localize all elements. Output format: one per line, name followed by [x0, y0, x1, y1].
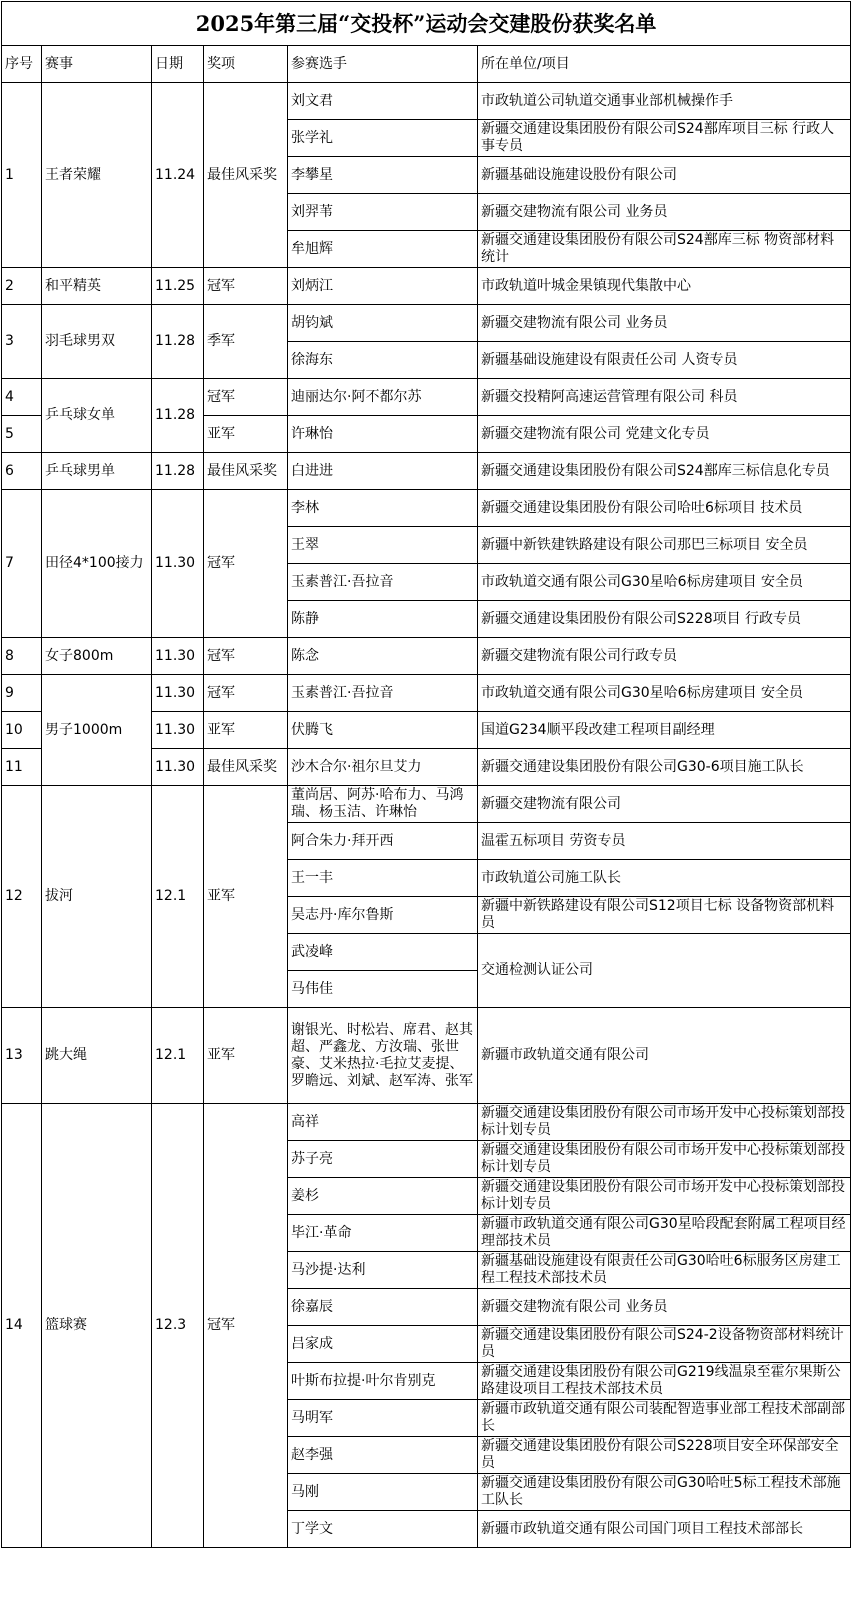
cell-unit: 新疆中新铁建铁路建设有限公司那巴三标项目 安全员	[478, 527, 851, 564]
cell-event: 拔河	[42, 786, 152, 1008]
cell-award: 亚军	[204, 712, 288, 749]
award-table	[1, 1, 851, 1548]
table-row	[2, 675, 851, 712]
cell-unit: 新疆交通建设集团股份有限公司S24-2设备物资部材料统计员	[478, 1326, 851, 1363]
cell-award: 冠军	[204, 1104, 288, 1548]
header-award: 奖项	[204, 46, 288, 83]
cell-award: 冠军	[204, 268, 288, 305]
cell-athlete: 刘羿苇	[288, 194, 478, 231]
cell-unit: 新疆交通建设集团股份有限公司市场开发中心投标策划部投标计划专员	[478, 1141, 851, 1178]
cell-athlete: 谢银光、时松岩、席君、赵其超、严鑫龙、方汝瑞、张世豪、艾米热拉·毛拉艾麦提、罗瞻远、刘斌、赵军涛、张军	[288, 1008, 478, 1104]
cell-award: 最佳风采奖	[204, 453, 288, 490]
cell-no: 11	[2, 749, 42, 786]
cell-event: 女子800m	[42, 638, 152, 675]
cell-athlete: 马伟佳	[288, 971, 478, 1008]
table-row	[2, 1104, 851, 1141]
cell-athlete: 徐嘉辰	[288, 1289, 478, 1326]
cell-no: 2	[2, 268, 42, 305]
cell-unit: 新疆市政轨道交通有限公司G30星哈段配套附属工程项目经理部技术员	[478, 1215, 851, 1252]
cell-unit: 新疆交建物流有限公司 党建文化专员	[478, 416, 851, 453]
cell-athlete: 玉素普江·吾拉音	[288, 564, 478, 601]
cell-athlete: 姜杉	[288, 1178, 478, 1215]
cell-no: 8	[2, 638, 42, 675]
cell-unit: 新疆交通建设集团股份有限公司市场开发中心投标策划部投标计划专员	[478, 1178, 851, 1215]
cell-athlete: 赵李强	[288, 1437, 478, 1474]
cell-athlete: 白进进	[288, 453, 478, 490]
cell-athlete: 沙木合尔·祖尔旦艾力	[288, 749, 478, 786]
cell-award: 亚军	[204, 416, 288, 453]
cell-athlete: 马刚	[288, 1474, 478, 1511]
cell-unit: 新疆基础设施建设有限责任公司G30哈吐6标服务区房建工程工程技术部技术员	[478, 1252, 851, 1289]
cell-athlete: 陈念	[288, 638, 478, 675]
cell-award: 最佳风采奖	[204, 749, 288, 786]
table-row	[2, 453, 851, 490]
cell-unit: 新疆交通建设集团股份有限公司G219线温泉至霍尔果斯公路建设项目工程技术部技术员	[478, 1363, 851, 1400]
cell-athlete: 刘文君	[288, 83, 478, 120]
cell-athlete: 叶斯布拉提·叶尔肯别克	[288, 1363, 478, 1400]
cell-unit: 新疆交建物流有限公司 业务员	[478, 305, 851, 342]
cell-award: 冠军	[204, 490, 288, 638]
cell-athlete: 刘炳江	[288, 268, 478, 305]
cell-event: 男子1000m	[42, 675, 152, 786]
cell-athlete: 吴志丹·库尔鲁斯	[288, 897, 478, 934]
cell-athlete: 胡钧斌	[288, 305, 478, 342]
cell-athlete: 徐海东	[288, 342, 478, 379]
cell-athlete: 马沙提·达利	[288, 1252, 478, 1289]
header-athlete: 参赛选手	[288, 46, 478, 83]
cell-athlete: 迪丽达尔·阿不都尔苏	[288, 379, 478, 416]
cell-award: 冠军	[204, 379, 288, 416]
cell-date: 12.1	[152, 1008, 204, 1104]
cell-unit: 国道G234顺平段改建工程项目副经理	[478, 712, 851, 749]
header-no: 序号	[2, 46, 42, 83]
cell-award: 亚军	[204, 1008, 288, 1104]
cell-event: 田径4*100接力	[42, 490, 152, 638]
cell-no: 6	[2, 453, 42, 490]
cell-date: 11.30	[152, 712, 204, 749]
cell-event: 跳大绳	[42, 1008, 152, 1104]
cell-unit: 新疆交通建设集团股份有限公司G30-6项目施工队长	[478, 749, 851, 786]
cell-event: 王者荣耀	[42, 83, 152, 268]
cell-athlete: 李攀星	[288, 157, 478, 194]
table-row	[2, 1008, 851, 1104]
cell-event: 和平精英	[42, 268, 152, 305]
cell-unit: 市政轨道叶城金果镇现代集散中心	[478, 268, 851, 305]
cell-event: 羽毛球男双	[42, 305, 152, 379]
cell-unit: 新疆市政轨道交通有限公司装配智造事业部工程技术部副部长	[478, 1400, 851, 1437]
cell-award: 季军	[204, 305, 288, 379]
cell-athlete: 丁学文	[288, 1511, 478, 1548]
cell-unit: 交通检测认证公司	[478, 934, 851, 1008]
cell-unit: 新疆交投精阿高速运营管理有限公司 科员	[478, 379, 851, 416]
cell-athlete: 董尚居、阿苏·哈布力、马鸿瑞、杨玉洁、许琳怡	[288, 786, 478, 823]
cell-date: 11.30	[152, 638, 204, 675]
cell-date: 11.24	[152, 83, 204, 268]
cell-event: 乒乓球男单	[42, 453, 152, 490]
cell-date: 12.3	[152, 1104, 204, 1548]
cell-athlete: 王翠	[288, 527, 478, 564]
cell-athlete: 陈静	[288, 601, 478, 638]
cell-award: 冠军	[204, 638, 288, 675]
cell-date: 12.1	[152, 786, 204, 1008]
cell-event: 篮球赛	[42, 1104, 152, 1548]
header-date: 日期	[152, 46, 204, 83]
cell-award: 冠军	[204, 675, 288, 712]
cell-date: 11.28	[152, 379, 204, 453]
cell-athlete: 许琳怡	[288, 416, 478, 453]
cell-athlete: 苏子亮	[288, 1141, 478, 1178]
cell-unit: 温霍五标项目 劳资专员	[478, 823, 851, 860]
cell-athlete: 伏腾飞	[288, 712, 478, 749]
award-document	[1, 1, 850, 1548]
cell-athlete: 牟旭辉	[288, 231, 478, 268]
table-row	[2, 379, 851, 416]
table-row	[2, 83, 851, 120]
cell-athlete: 毕江·革命	[288, 1215, 478, 1252]
page-title: 2025年第三届“交投杯”运动会交建股份获奖名单	[2, 2, 851, 46]
header-unit: 所在单位/项目	[478, 46, 851, 83]
table-row	[2, 786, 851, 823]
cell-athlete: 李林	[288, 490, 478, 527]
cell-unit: 市政轨道交通有限公司G30星哈6标房建项目 安全员	[478, 564, 851, 601]
cell-award: 亚军	[204, 786, 288, 1008]
cell-athlete: 武凌峰	[288, 934, 478, 971]
cell-no: 7	[2, 490, 42, 638]
cell-unit: 新疆交建物流有限公司行政专员	[478, 638, 851, 675]
cell-unit: 新疆交通建设集团股份有限公司G30哈吐5标工程技术部施工队长	[478, 1474, 851, 1511]
cell-event: 乒乓球女单	[42, 379, 152, 453]
cell-no: 9	[2, 675, 42, 712]
cell-no: 3	[2, 305, 42, 379]
table-row	[2, 490, 851, 527]
cell-unit: 市政轨道公司轨道交通事业部机械操作手	[478, 83, 851, 120]
cell-athlete: 玉素普江·吾拉音	[288, 675, 478, 712]
cell-no: 4	[2, 379, 42, 416]
cell-unit: 新疆中新铁路建设有限公司S12项目七标 设备物资部机料员	[478, 897, 851, 934]
cell-no: 5	[2, 416, 42, 453]
cell-date: 11.25	[152, 268, 204, 305]
cell-unit: 新疆交建物流有限公司 业务员	[478, 1289, 851, 1326]
table-row	[2, 638, 851, 675]
cell-athlete: 王一丰	[288, 860, 478, 897]
cell-athlete: 张学礼	[288, 120, 478, 157]
cell-no: 12	[2, 786, 42, 1008]
table-row	[2, 305, 851, 342]
cell-unit: 新疆基础设施建设股份有限公司	[478, 157, 851, 194]
cell-unit: 新疆市政轨道交通有限公司国门项目工程技术部部长	[478, 1511, 851, 1548]
cell-date: 11.28	[152, 305, 204, 379]
cell-unit: 新疆交建物流有限公司	[478, 786, 851, 823]
table-row	[2, 268, 851, 305]
cell-date: 11.30	[152, 749, 204, 786]
cell-athlete: 吕家成	[288, 1326, 478, 1363]
cell-date: 11.30	[152, 490, 204, 638]
cell-unit: 新疆交通建设集团股份有限公司S228项目安全环保部安全员	[478, 1437, 851, 1474]
cell-unit: 新疆市政轨道交通有限公司	[478, 1008, 851, 1104]
cell-athlete: 马明军	[288, 1400, 478, 1437]
title-row	[2, 2, 851, 46]
cell-unit: 新疆交通建设集团股份有限公司市场开发中心投标策划部投标计划专员	[478, 1104, 851, 1141]
cell-unit: 新疆交通建设集团股份有限公司S228项目 行政专员	[478, 601, 851, 638]
cell-unit: 新疆交通建设集团股份有限公司S24鄯库三标 物资部材料统计	[478, 231, 851, 268]
cell-unit: 市政轨道公司施工队长	[478, 860, 851, 897]
cell-unit: 新疆基础设施建设有限责任公司 人资专员	[478, 342, 851, 379]
cell-unit: 新疆交建物流有限公司 业务员	[478, 194, 851, 231]
cell-award: 最佳风采奖	[204, 83, 288, 268]
cell-unit: 新疆交通建设集团股份有限公司S24鄯库项目三标 行政人事专员	[478, 120, 851, 157]
cell-unit: 市政轨道交通有限公司G30星哈6标房建项目 安全员	[478, 675, 851, 712]
cell-date: 11.28	[152, 453, 204, 490]
header-event: 赛事	[42, 46, 152, 83]
cell-no: 14	[2, 1104, 42, 1548]
cell-unit: 新疆交通建设集团股份有限公司S24鄯库三标信息化专员	[478, 453, 851, 490]
cell-no: 13	[2, 1008, 42, 1104]
cell-unit: 新疆交通建设集团股份有限公司哈吐6标项目 技术员	[478, 490, 851, 527]
cell-no: 10	[2, 712, 42, 749]
header-row	[2, 46, 851, 83]
cell-athlete: 阿合朱力·拜开西	[288, 823, 478, 860]
cell-no: 1	[2, 83, 42, 268]
cell-athlete: 高祥	[288, 1104, 478, 1141]
cell-date: 11.30	[152, 675, 204, 712]
